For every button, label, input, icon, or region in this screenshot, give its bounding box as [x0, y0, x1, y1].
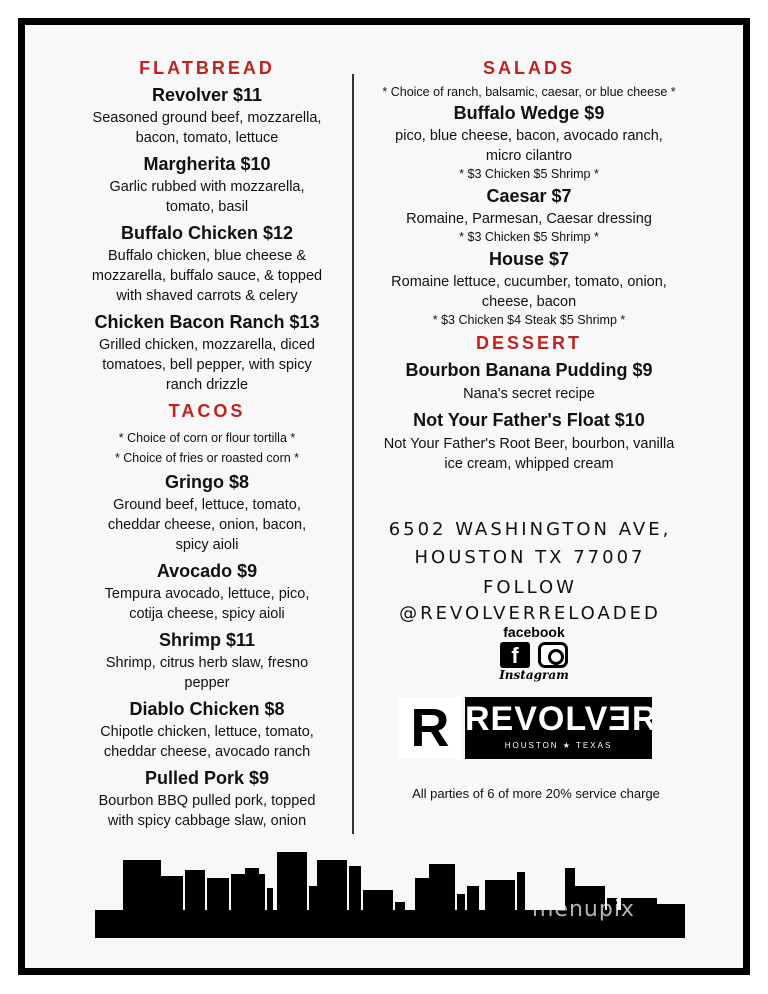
desc-line: Ground beef, lettuce, tomato, — [113, 497, 301, 513]
item-name: Caesar $7 — [486, 186, 572, 206]
note-line: * Choice of fries or roasted corn * — [114, 451, 300, 465]
desc-line: cheddar cheese, avocado ranch — [103, 744, 311, 760]
desc-line: bacon, tomato, lettuce — [135, 130, 279, 146]
logo-word: REVOLVƎR — [465, 700, 658, 738]
desc-line: cheddar cheese, onion, bacon, — [107, 517, 307, 533]
flatbread-heading: FLATBREAD — [139, 58, 275, 78]
desc-line: Shrimp, citrus herb slaw, fresno — [105, 655, 309, 671]
service-charge-note: All parties of 6 of more 20% service charge — [412, 786, 660, 801]
desc-line: ice cream, whipped cream — [444, 456, 614, 472]
menu-item — [82, 561, 332, 624]
item-desc — [82, 653, 332, 693]
item-desc — [374, 434, 684, 474]
menu-item — [374, 103, 684, 181]
item-desc — [82, 108, 332, 148]
menu-item — [82, 223, 332, 306]
desc-line: Romaine, Parmesan, Caesar dressing — [406, 211, 652, 227]
item-desc — [82, 791, 332, 831]
note-line: * Choice of corn or flour tortilla * — [118, 431, 296, 445]
logo-letter: R — [399, 697, 461, 759]
desc-line: Grilled chicken, mozzarella, diced — [99, 337, 315, 353]
salads-heading: SALADS — [482, 58, 575, 78]
facebook-label: facebook — [503, 624, 565, 640]
desc-line: Garlic rubbed with mozzarella, — [109, 179, 305, 195]
desc-line: mozzarella, buffalo sauce, & topped — [91, 268, 323, 284]
menu-item — [82, 768, 332, 831]
desc-line: pico, blue cheese, bacon, avocado ranch, — [395, 128, 663, 144]
menu-item — [82, 85, 332, 148]
menu-item — [82, 472, 332, 555]
logo-wordmark — [465, 697, 658, 759]
item-name: Buffalo Chicken $12 — [120, 223, 294, 243]
item-desc — [82, 335, 332, 395]
desc-line: cheese, bacon — [481, 294, 577, 310]
item-name: Diablo Chicken $8 — [129, 699, 285, 719]
desc-line: Tempura avocado, lettuce, pico, — [104, 586, 310, 602]
desc-line: pepper — [184, 675, 230, 691]
left-column — [82, 58, 332, 831]
tacos-heading: TACOS — [168, 401, 246, 421]
menu-item — [82, 154, 332, 217]
desc-line: cotija cheese, spicy aioli — [129, 606, 285, 622]
desc-line: Seasoned ground beef, mozzarella, — [92, 110, 322, 126]
revolver-logo — [399, 697, 658, 759]
menu-item — [374, 186, 684, 244]
item-desc — [82, 177, 332, 217]
desc-line: Not Your Father's Root Beer, bourbon, vanilla — [383, 436, 675, 452]
desc-line: with spicy cabbage slaw, onion — [107, 813, 307, 829]
item-desc — [82, 495, 332, 555]
address-block — [380, 516, 680, 628]
item-name: Margherita $10 — [143, 154, 271, 174]
facebook-icon[interactable]: f — [500, 642, 530, 668]
follow-label: FOLLOW — [483, 577, 577, 598]
item-name: Shrimp $11 — [158, 630, 256, 650]
desc-line: Nana's secret recipe — [463, 386, 595, 402]
menu-item — [82, 312, 332, 395]
item-desc — [374, 209, 684, 229]
menu-item — [374, 410, 684, 474]
item-addon: * $3 Chicken $5 Shrimp * — [459, 230, 599, 244]
menu-item — [82, 699, 332, 762]
desc-line: tomatoes, bell pepper, with spicy — [102, 357, 312, 373]
desc-line: tomato, basil — [165, 199, 249, 215]
item-desc — [82, 722, 332, 762]
item-name: Not Your Father's Float $10 — [413, 410, 645, 430]
social-icons — [489, 642, 579, 668]
instagram-label: Instagram — [499, 668, 569, 682]
address-line-2: HOUSTON TX 77007 — [414, 547, 646, 568]
item-name: House $7 — [488, 249, 570, 269]
desc-line: Buffalo chicken, blue cheese & — [107, 248, 307, 264]
menu-item — [374, 249, 684, 327]
menu-item — [82, 630, 332, 693]
menu-item — [374, 360, 684, 404]
item-name: Chicken Bacon Ranch $13 — [94, 312, 320, 332]
tacos-notes — [82, 428, 332, 468]
logo-subtitle: HOUSTON ★ TEXAS — [504, 741, 613, 750]
social-handle: @REVOLVERRELOADED — [399, 603, 661, 624]
dessert-heading: DESSERT — [475, 333, 583, 353]
item-name: Gringo $8 — [164, 472, 249, 492]
item-addon: * $3 Chicken $5 Shrimp * — [459, 167, 599, 181]
item-name: Buffalo Wedge $9 — [453, 103, 605, 123]
desc-line: micro cilantro — [485, 148, 573, 164]
item-desc — [82, 246, 332, 306]
instagram-icon[interactable] — [538, 642, 568, 668]
item-name: Revolver $11 — [151, 85, 263, 105]
desc-line: Bourbon BBQ pulled pork, topped — [98, 793, 316, 809]
item-desc — [374, 384, 684, 404]
item-name: Bourbon Banana Pudding $9 — [405, 360, 653, 380]
desc-line: spicy aioli — [175, 537, 239, 553]
salads-note: * Choice of ranch, balsamic, caesar, or blue cheese * — [382, 85, 676, 99]
social-badge — [489, 624, 579, 684]
address-line-1: 6502 WASHINGTON AVE, — [388, 519, 672, 540]
item-desc — [374, 272, 684, 312]
watermark: menupix — [532, 897, 635, 922]
desc-line: Romaine lettuce, cucumber, tomato, onion, — [391, 274, 667, 290]
desc-line: Chipotle chicken, lettuce, tomato, — [100, 724, 314, 740]
item-name: Avocado $9 — [156, 561, 258, 581]
desc-line: with shaved carrots & celery — [116, 288, 298, 304]
item-desc — [374, 126, 684, 166]
right-column — [374, 58, 684, 474]
item-name: Pulled Pork $9 — [144, 768, 270, 788]
column-divider — [352, 74, 354, 834]
city-skyline — [95, 848, 685, 938]
item-addon: * $3 Chicken $4 Steak $5 Shrimp * — [432, 313, 626, 327]
item-desc — [82, 584, 332, 624]
desc-line: ranch drizzle — [165, 377, 249, 393]
